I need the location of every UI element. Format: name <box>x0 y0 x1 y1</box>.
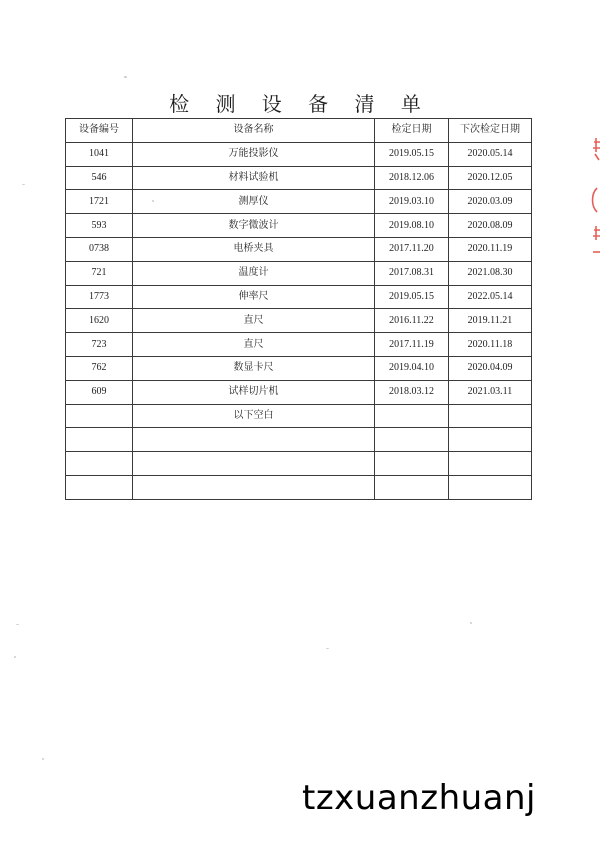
cell-next-check-date: 2020.03.09 <box>449 190 532 214</box>
cell-equipment-name: 数显卡尺 <box>133 356 375 380</box>
cell-next-check-date: 2022.05.14 <box>449 285 532 309</box>
cell-check-date <box>375 452 449 476</box>
table-row <box>66 404 532 428</box>
cell-equipment-id: 723 <box>66 333 133 357</box>
cell-next-check-date <box>449 475 532 499</box>
cell-equipment-id <box>66 428 133 452</box>
scan-speck <box>16 624 19 625</box>
table-row <box>66 428 532 452</box>
table-row <box>66 333 532 357</box>
scan-speck <box>22 184 25 185</box>
cell-equipment-id: 1721 <box>66 190 133 214</box>
table-body <box>66 142 532 499</box>
table-row <box>66 285 532 309</box>
cell-next-check-date: 2020.08.09 <box>449 214 532 238</box>
cell-next-check-date: 2020.04.09 <box>449 356 532 380</box>
cell-equipment-id: 0738 <box>66 237 133 261</box>
header-equipment-name: 设备名称 <box>133 119 375 143</box>
cell-equipment-id <box>66 475 133 499</box>
cell-next-check-date: 2021.03.11 <box>449 380 532 404</box>
cell-equipment-id <box>66 452 133 476</box>
table-row <box>66 261 532 285</box>
cell-equipment-name: 电桥夹具 <box>133 237 375 261</box>
cell-next-check-date <box>449 452 532 476</box>
cell-equipment-id: 721 <box>66 261 133 285</box>
table-header-row <box>66 119 532 143</box>
table-row <box>66 166 532 190</box>
header-next-check-date: 下次检定日期 <box>449 119 532 143</box>
cell-equipment-id: 1620 <box>66 309 133 333</box>
cell-next-check-date: 2020.11.19 <box>449 237 532 261</box>
cell-next-check-date: 2020.12.05 <box>449 166 532 190</box>
cell-equipment-id: 762 <box>66 356 133 380</box>
cell-equipment-id <box>66 404 133 428</box>
cell-check-date: 2016.11.22 <box>375 309 449 333</box>
cell-equipment-name: 数字微波计 <box>133 214 375 238</box>
table-row <box>66 142 532 166</box>
equipment-table <box>65 118 532 500</box>
table-row <box>66 380 532 404</box>
document-title: 检 测 设 备 清 单 <box>169 92 431 116</box>
table-row <box>66 214 532 238</box>
cell-equipment-name: 以下空白 <box>133 404 375 428</box>
cell-check-date: 2019.04.10 <box>375 356 449 380</box>
table-row <box>66 190 532 214</box>
cell-next-check-date: 2020.11.18 <box>449 333 532 357</box>
cell-next-check-date: 2020.05.14 <box>449 142 532 166</box>
cell-equipment-name <box>133 428 375 452</box>
cell-equipment-name <box>133 452 375 476</box>
cell-check-date: 2019.05.15 <box>375 285 449 309</box>
cell-equipment-id: 609 <box>66 380 133 404</box>
red-stamp-fragment <box>584 128 600 258</box>
table-row <box>66 237 532 261</box>
scan-speck <box>470 622 472 624</box>
cell-check-date <box>375 428 449 452</box>
scan-speck <box>326 648 329 649</box>
cell-next-check-date <box>449 428 532 452</box>
table-row <box>66 475 532 499</box>
header-check-date: 检定日期 <box>375 119 449 143</box>
scan-speck <box>14 656 16 658</box>
scan-speck <box>42 758 44 760</box>
cell-equipment-id: 593 <box>66 214 133 238</box>
cell-equipment-name: 试样切片机 <box>133 380 375 404</box>
table-row <box>66 309 532 333</box>
cell-equipment-name: 直尺 <box>133 333 375 357</box>
cell-check-date <box>375 404 449 428</box>
cell-equipment-id: 1041 <box>66 142 133 166</box>
table-row <box>66 452 532 476</box>
cell-equipment-name: 温度计 <box>133 261 375 285</box>
cell-check-date: 2017.11.20 <box>375 237 449 261</box>
cell-check-date: 2019.05.15 <box>375 142 449 166</box>
cell-check-date: 2019.08.10 <box>375 214 449 238</box>
table-row <box>66 356 532 380</box>
cell-check-date: 2017.11.19 <box>375 333 449 357</box>
cell-check-date: 2018.12.06 <box>375 166 449 190</box>
cell-check-date: 2019.03.10 <box>375 190 449 214</box>
scan-speck <box>124 76 127 78</box>
cell-equipment-name: 材料试验机 <box>133 166 375 190</box>
cell-equipment-name: 万能投影仪 <box>133 142 375 166</box>
watermark-text: tzxuanzhuanj <box>302 778 537 818</box>
cell-equipment-name: 伸率尺 <box>133 285 375 309</box>
cell-next-check-date: 2021.08.30 <box>449 261 532 285</box>
cell-equipment-id: 1773 <box>66 285 133 309</box>
cell-next-check-date: 2019.11.21 <box>449 309 532 333</box>
cell-next-check-date <box>449 404 532 428</box>
cell-equipment-id: 546 <box>66 166 133 190</box>
cell-equipment-name <box>133 475 375 499</box>
cell-equipment-name: 直尺 <box>133 309 375 333</box>
header-equipment-id: 设备编号 <box>66 119 133 143</box>
cell-equipment-name: 测厚仪 <box>133 190 375 214</box>
cell-check-date: 2018.03.12 <box>375 380 449 404</box>
cell-check-date <box>375 475 449 499</box>
cell-check-date: 2017.08.31 <box>375 261 449 285</box>
